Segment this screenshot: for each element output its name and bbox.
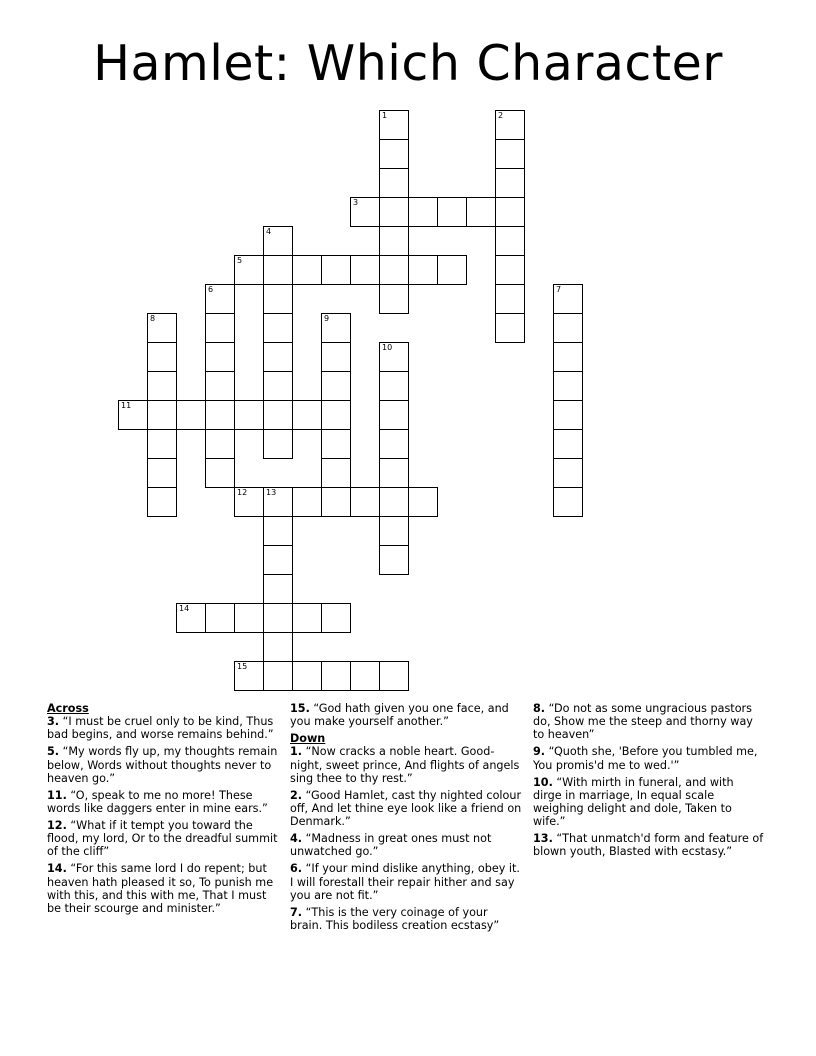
clues-column-2 bbox=[290, 702, 522, 936]
grid-cell[interactable] bbox=[350, 487, 380, 517]
grid-cell[interactable] bbox=[495, 313, 525, 343]
grid-cell[interactable] bbox=[495, 110, 525, 140]
grid-cell[interactable] bbox=[495, 284, 525, 314]
clue-number: 6 bbox=[208, 285, 214, 294]
grid-cell[interactable] bbox=[205, 342, 235, 372]
clue-number: 12 bbox=[237, 488, 248, 497]
grid-cell[interactable] bbox=[379, 342, 409, 372]
grid-cell[interactable] bbox=[437, 197, 467, 227]
grid-cell[interactable] bbox=[379, 371, 409, 401]
grid-cell[interactable] bbox=[553, 458, 583, 488]
grid-cell[interactable] bbox=[292, 487, 322, 517]
grid-cell[interactable] bbox=[263, 313, 293, 343]
clue-across-5: 5. “My words fly up, my thoughts remain below, Words without thoughts never to heaven go.” bbox=[47, 745, 278, 785]
grid-cell[interactable] bbox=[553, 429, 583, 459]
grid-cell[interactable] bbox=[263, 603, 293, 633]
grid-cell[interactable] bbox=[263, 574, 293, 604]
grid-cell[interactable] bbox=[379, 487, 409, 517]
clue-number: 11 bbox=[121, 401, 132, 410]
grid-cell[interactable] bbox=[321, 661, 351, 691]
clue-across-12: 12. “What if it tempt you toward the flood, my lord, Or to the dreadful summit of the cliff” bbox=[47, 819, 278, 859]
clue-across-14: 14. “For this same lord I do repent; but heaven hath pleased it so, To punish me with this, and this with me, That I must be their scourge and minister.” bbox=[47, 862, 274, 916]
clues-column-3 bbox=[533, 702, 765, 862]
grid-cell[interactable] bbox=[408, 197, 438, 227]
grid-cell[interactable] bbox=[408, 487, 438, 517]
grid-cell[interactable] bbox=[495, 168, 525, 198]
grid-cell[interactable] bbox=[553, 400, 583, 430]
across-heading: Across bbox=[47, 702, 89, 715]
grid-cell[interactable] bbox=[263, 284, 293, 314]
grid-cell[interactable] bbox=[292, 255, 322, 285]
grid-cell[interactable] bbox=[263, 429, 293, 459]
grid-cell[interactable] bbox=[205, 400, 235, 430]
grid-cell[interactable] bbox=[379, 139, 409, 169]
grid-cell[interactable] bbox=[553, 342, 583, 372]
grid-cell[interactable] bbox=[234, 603, 264, 633]
grid-cell[interactable] bbox=[234, 255, 264, 285]
grid-cell[interactable] bbox=[350, 197, 380, 227]
grid-cell[interactable] bbox=[263, 400, 293, 430]
grid-cell[interactable] bbox=[118, 400, 148, 430]
grid-cell[interactable] bbox=[234, 400, 264, 430]
grid-cell[interactable] bbox=[263, 342, 293, 372]
clue-down-2: 2. “Good Hamlet, cast thy nighted colour off, And let thine eye look like a friend on Denmark.” bbox=[290, 788, 522, 829]
grid-cell[interactable] bbox=[321, 458, 351, 488]
grid-cell[interactable] bbox=[553, 284, 583, 314]
grid-cell[interactable] bbox=[147, 371, 177, 401]
clue-number: 4 bbox=[266, 227, 272, 236]
clue-number: 10 bbox=[382, 343, 393, 352]
grid-cell[interactable] bbox=[379, 284, 409, 314]
clue-down-4: 4. “Madness in great ones must not unwatched go.” bbox=[290, 832, 492, 859]
clue-down-8: 8. “Do not as some ungracious pastors do, Show me the steep and thorny way to heaven” bbox=[533, 702, 753, 742]
grid-cell[interactable] bbox=[495, 197, 525, 227]
grid-cell[interactable] bbox=[379, 516, 409, 546]
grid-cell[interactable] bbox=[234, 487, 264, 517]
clue-across-15: 15. “God hath given you one face, and you make yourself another.” bbox=[290, 702, 509, 729]
grid-cell[interactable] bbox=[379, 400, 409, 430]
grid-cell[interactable] bbox=[263, 255, 293, 285]
puzzle-title: Hamlet: Which Character bbox=[93, 35, 723, 92]
grid-cell[interactable] bbox=[321, 313, 351, 343]
grid-cell[interactable] bbox=[176, 400, 206, 430]
clue-down-9: 9. “Quoth she, 'Before you tumbled me, You promis'd me to wed.'” bbox=[533, 745, 758, 772]
grid-cell[interactable] bbox=[205, 429, 235, 459]
grid-cell[interactable] bbox=[263, 487, 293, 517]
grid-cell[interactable] bbox=[321, 487, 351, 517]
clue-down-7: 7. “This is the very coinage of your brain. This bodiless creation ecstasy” bbox=[290, 905, 500, 933]
grid-cell[interactable] bbox=[263, 371, 293, 401]
grid-cell[interactable] bbox=[205, 371, 235, 401]
grid-cell[interactable] bbox=[205, 458, 235, 488]
clues-column-1 bbox=[47, 702, 283, 919]
clue-number: 7 bbox=[556, 285, 562, 294]
grid-cell[interactable] bbox=[553, 313, 583, 343]
clue-number: 3 bbox=[353, 198, 359, 207]
grid-cell[interactable] bbox=[321, 400, 351, 430]
grid-cell[interactable] bbox=[379, 458, 409, 488]
grid-cell[interactable] bbox=[321, 255, 351, 285]
grid-cell[interactable] bbox=[553, 371, 583, 401]
grid-cell[interactable] bbox=[292, 661, 322, 691]
down-heading: Down bbox=[290, 732, 326, 746]
grid-cell[interactable] bbox=[147, 487, 177, 517]
grid-cell[interactable] bbox=[263, 516, 293, 546]
grid-cell[interactable] bbox=[379, 226, 409, 256]
grid-cell[interactable] bbox=[321, 371, 351, 401]
grid-cell[interactable] bbox=[147, 313, 177, 343]
grid-cell[interactable] bbox=[147, 342, 177, 372]
clue-across-3: 3. “I must be cruel only to be kind, Thus bad begins, and worse remains behind.” bbox=[47, 715, 274, 742]
grid-cell[interactable] bbox=[205, 603, 235, 633]
grid-cell[interactable] bbox=[379, 545, 409, 575]
grid-cell[interactable] bbox=[466, 197, 496, 227]
grid-cell[interactable] bbox=[379, 197, 409, 227]
grid-cell[interactable] bbox=[495, 226, 525, 256]
clue-number: 13 bbox=[266, 488, 277, 497]
grid-cell[interactable] bbox=[495, 255, 525, 285]
grid-cell[interactable] bbox=[205, 313, 235, 343]
grid-cell[interactable] bbox=[263, 226, 293, 256]
clue-down-1: 1. “Now cracks a noble heart. Good-night, sweet prince, And flights of angels sing thee to thy rest.” bbox=[290, 745, 520, 785]
grid-cell[interactable] bbox=[321, 603, 351, 633]
clue-across-11: 11. “O, speak to me no more! These words like daggers enter in mine ears.” bbox=[47, 788, 268, 816]
grid-cell[interactable] bbox=[437, 255, 467, 285]
grid-cell[interactable] bbox=[350, 255, 380, 285]
grid-cell[interactable] bbox=[408, 255, 438, 285]
grid-cell[interactable] bbox=[234, 661, 264, 691]
grid-cell[interactable] bbox=[147, 429, 177, 459]
grid-cell[interactable] bbox=[379, 255, 409, 285]
grid-cell[interactable] bbox=[292, 400, 322, 430]
grid-cell[interactable] bbox=[553, 487, 583, 517]
grid-cell[interactable] bbox=[263, 632, 293, 662]
grid-cell[interactable] bbox=[350, 661, 380, 691]
grid-cell[interactable] bbox=[379, 168, 409, 198]
grid-cell[interactable] bbox=[321, 342, 351, 372]
clue-number: 8 bbox=[150, 314, 156, 323]
clue-number: 14 bbox=[179, 604, 190, 613]
grid-cell[interactable] bbox=[292, 603, 322, 633]
clue-down-6: 6. “If your mind dislike anything, obey it. I will forestall their repair hither and say you are not fit.” bbox=[290, 862, 520, 902]
grid-cell[interactable] bbox=[147, 458, 177, 488]
clue-number: 5 bbox=[237, 256, 243, 265]
grid-cell[interactable] bbox=[147, 400, 177, 430]
grid-cell[interactable] bbox=[379, 110, 409, 140]
grid-cell[interactable] bbox=[321, 429, 351, 459]
clue-number: 1 bbox=[382, 111, 388, 120]
grid-cell[interactable] bbox=[379, 429, 409, 459]
grid-cell[interactable] bbox=[495, 139, 525, 169]
grid-cell[interactable] bbox=[263, 661, 293, 691]
clue-number: 9 bbox=[324, 314, 330, 323]
clue-number: 15 bbox=[237, 662, 248, 671]
clue-down-13: 13. “That unmatch'd form and feature of blown youth, Blasted with ecstasy.” bbox=[533, 832, 764, 859]
clue-number: 2 bbox=[498, 111, 504, 120]
grid-cell[interactable] bbox=[176, 603, 206, 633]
grid-cell[interactable] bbox=[263, 545, 293, 575]
grid-cell[interactable] bbox=[379, 661, 409, 691]
clue-down-10: 10. “With mirth in funeral, and with dirge in marriage, In equal scale weighing delight and dole, Taken to wife.” bbox=[533, 775, 734, 829]
grid-cell[interactable] bbox=[205, 284, 235, 314]
